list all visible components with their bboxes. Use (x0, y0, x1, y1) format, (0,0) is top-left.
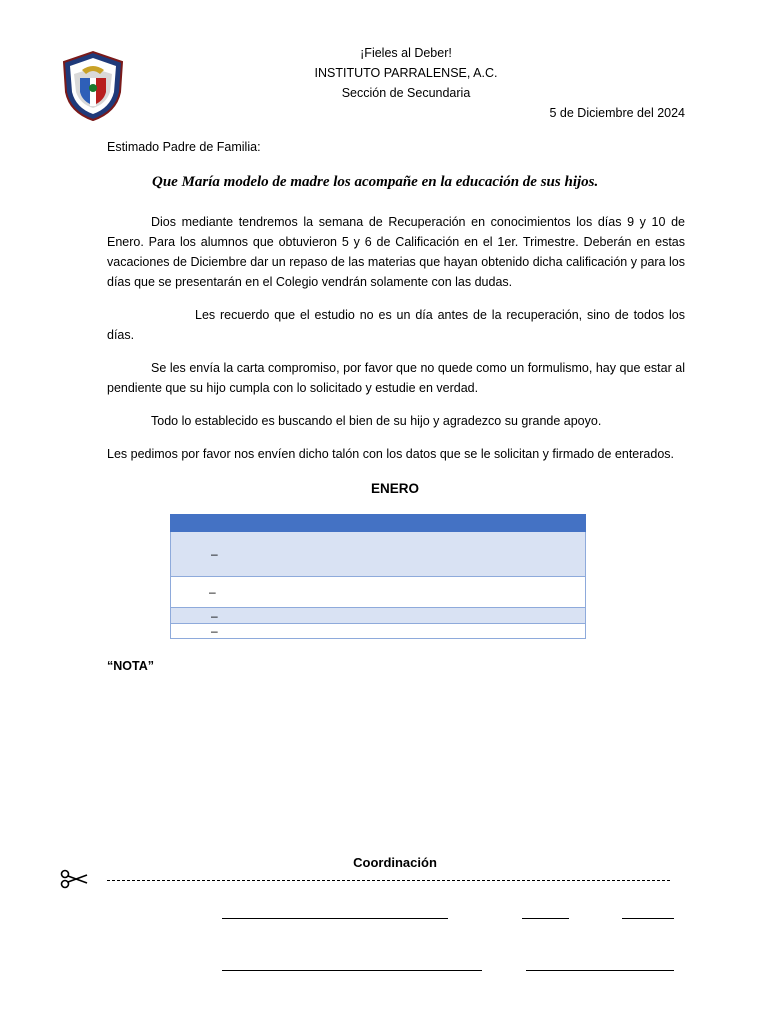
table-row: – (171, 577, 586, 608)
paragraph-recovery-week (107, 212, 685, 292)
paragraph-text: Se les envía la carta compromiso, por favor que no quede como un formulismo, hay que estar al pendiente que su hijo cumpla con lo solicitado y estudie en verdad. (107, 361, 685, 395)
letter-date: 5 de Diciembre del 2024 (549, 106, 685, 120)
school-crest-logo (60, 48, 126, 124)
schedule-title: ENERO (370, 481, 419, 496)
paragraph-thanks (107, 411, 685, 431)
paragraph-text: Les pedimos por favor nos envíen dicho talón con los datos que se le solicitan y firmado de enterados. (107, 447, 675, 461)
table-header-row (171, 515, 586, 532)
school-motto: ¡Fieles al Deber! (360, 46, 452, 60)
form-blank-line (222, 970, 482, 971)
institution-name: INSTITUTO PARRALENSE, A.C. (314, 66, 498, 80)
form-blank-line (522, 918, 569, 919)
dedication-line: Que María modelo de madre los acompañe en la educación de sus hijos. (152, 174, 599, 190)
paragraph-commitment-letter (107, 358, 685, 398)
paragraph-text: Les recuerdo que el estudio no es un día antes de la recuperación, sino de todos los días. (107, 308, 685, 342)
greeting: Estimado Padre de Familia: (107, 140, 261, 154)
signature-title: Coordinación (353, 855, 437, 870)
form-blank-line (222, 918, 448, 919)
schedule-table (170, 514, 586, 639)
paragraph-text: Todo lo establecido es buscando el bien de su hijo y agradezco su grande apoyo. (151, 414, 602, 428)
table-row: – (171, 624, 586, 639)
note-label: “NOTA” (107, 659, 154, 673)
form-blank-line (622, 918, 674, 919)
form-blank-line (526, 970, 674, 971)
scissors-icon (60, 869, 88, 889)
paragraph-text: Dios mediante tendremos la semana de Recuperación en conocimientos los días 9 y 10 de Enero. Para los alumnos que obtuvieron 5 y 6 de Calificación en el 1er. Trimestre. Deberán en estas vacaciones de Diciembre dar un repaso de las materias que hayan obtenido dicha calificación y para los días que se presentarán en el Colegio vendrán solamente con las dudas. (107, 215, 685, 289)
table-row: – (171, 608, 586, 624)
paragraph-request (107, 444, 697, 464)
table-row: – (171, 532, 586, 577)
paragraph-study-reminder (107, 305, 685, 345)
cut-dashed-line (107, 880, 670, 881)
section-name: Sección de Secundaria (341, 86, 471, 100)
